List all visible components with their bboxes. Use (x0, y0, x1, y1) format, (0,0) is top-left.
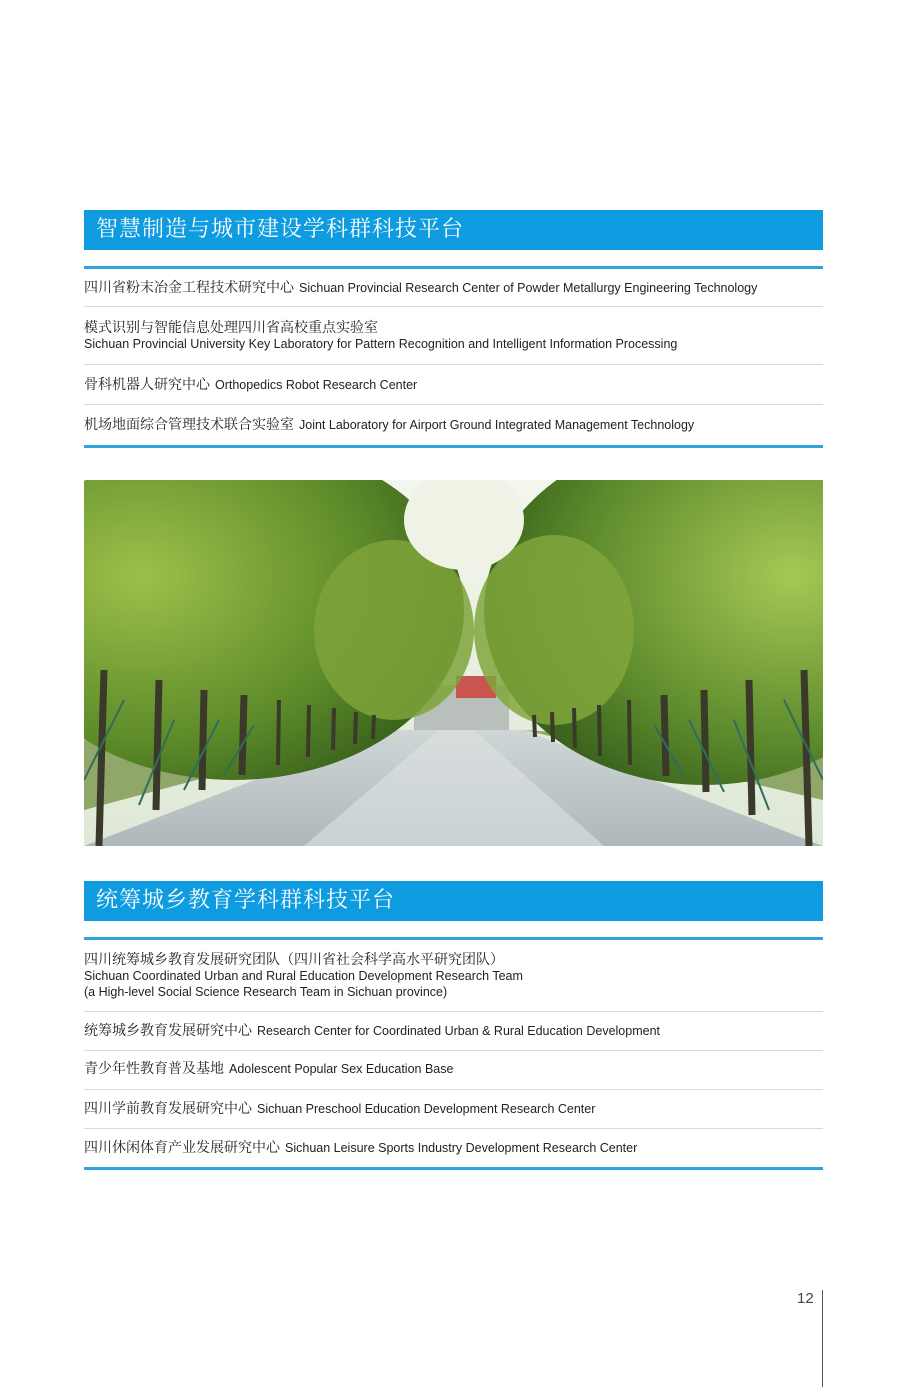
item-en-line2: (a High-level Social Science Research Team in Sichuan province) (84, 985, 448, 999)
item-zh: 模式识别与智能信息处理四川省高校重点实验室 (84, 320, 378, 336)
item-zh: 青少年性教育普及基地 (84, 1061, 224, 1077)
item-en: Research Center for Coordinated Urban & Rural Education Development (257, 1024, 660, 1038)
item-en: Sichuan Provincial University Key Laboratory for Pattern Recognition and Intelligent Information Processing (84, 337, 678, 351)
list-item (84, 1051, 823, 1090)
item-zh: 统筹城乡教育发展研究中心 (84, 1023, 252, 1039)
section1-title: 智慧制造与城市建设学科群科技平台 (84, 210, 823, 250)
item-en: Sichuan Coordinated Urban and Rural Education Development Research Team (84, 969, 523, 983)
item-zh: 四川统筹城乡教育发展研究团队（四川省社会科学高水平研究团队） (84, 952, 504, 968)
item-en: Sichuan Preschool Education Development Research Center (257, 1102, 596, 1116)
list-item (84, 940, 823, 1012)
item-zh: 四川休闲体育产业发展研究中心 (84, 1140, 280, 1156)
section-urban-rural-education (84, 881, 823, 1170)
list-item (84, 365, 823, 405)
list-item (84, 307, 823, 365)
item-zh: 骨科机器人研究中心 (84, 377, 210, 393)
list-item (84, 405, 823, 448)
list-item (84, 1129, 823, 1170)
campus-avenue-photo (84, 480, 823, 846)
list-item (84, 269, 823, 307)
list-item (84, 1090, 823, 1129)
item-zh: 机场地面综合管理技术联合实验室 (84, 417, 294, 433)
item-en: Sichuan Provincial Research Center of Powder Metallurgy Engineering Technology (299, 281, 758, 295)
item-en: Sichuan Leisure Sports Industry Development Research Center (285, 1141, 638, 1155)
item-zh: 四川学前教育发展研究中心 (84, 1101, 252, 1117)
page-margin-rule (822, 1290, 823, 1387)
section-smart-manufacturing (84, 210, 823, 448)
page-number: 12 (797, 1290, 814, 1307)
list-item (84, 1012, 823, 1051)
section2-title: 统筹城乡教育学科群科技平台 (84, 881, 823, 921)
item-zh: 四川省粉末冶金工程技术研究中心 (84, 280, 294, 296)
item-en: Adolescent Popular Sex Education Base (229, 1062, 454, 1076)
item-en: Orthopedics Robot Research Center (215, 378, 418, 392)
item-en: Joint Laboratory for Airport Ground Integrated Management Technology (299, 418, 695, 432)
